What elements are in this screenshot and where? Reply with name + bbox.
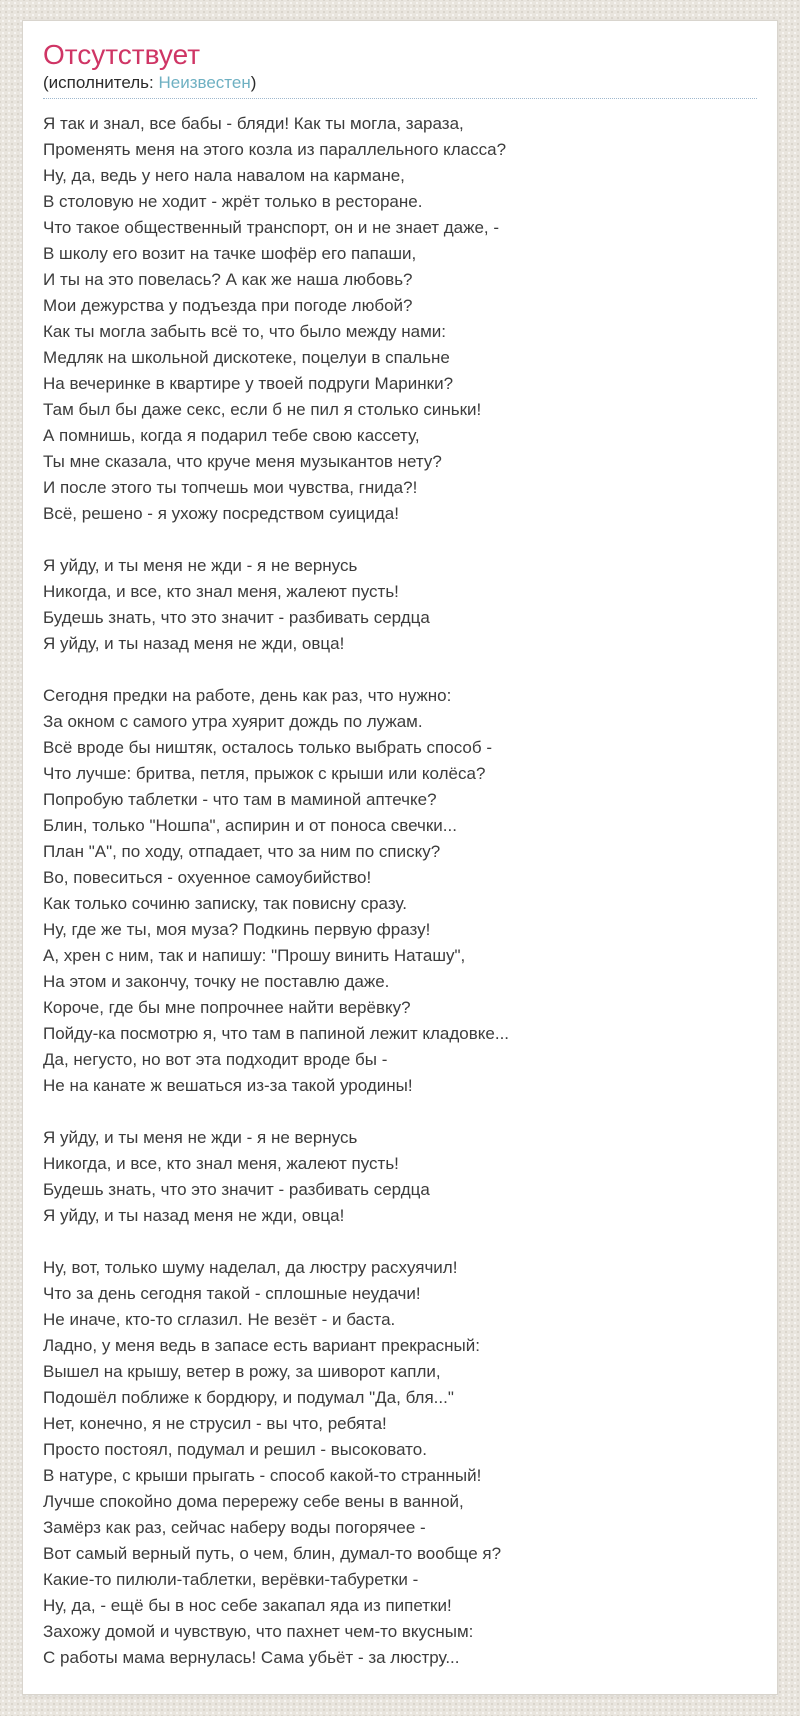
lyric-line: Я уйду, и ты меня не жди - я не вернусь: [43, 556, 358, 575]
lyric-line: Я уйду, и ты назад меня не жди, овца!: [43, 1206, 345, 1225]
lyric-line: Как только сочиню записку, так повисну сразу.: [43, 894, 407, 913]
lyric-line: А, хрен с ним, так и напишу: "Прошу винить Наташу",: [43, 946, 466, 965]
lyric-line: В натуре, с крыши прыгать - способ какой-то странный!: [43, 1466, 482, 1485]
lyric-line: Да, негусто, но вот эта подходит вроде бы -: [43, 1050, 388, 1069]
lyric-line: В школу его возит на тачке шофёр его папаши,: [43, 244, 417, 263]
artist-label-suffix: ): [250, 73, 257, 92]
lyric-line: Сегодня предки на работе, день как раз, что нужно:: [43, 686, 452, 705]
lyric-line: Во, повеситься - охуенное самоубийство!: [43, 868, 372, 887]
stanza: [43, 111, 757, 527]
lyric-line: Я уйду, и ты назад меня не жди, овца!: [43, 634, 345, 653]
lyric-line: Ну, да, - ещё бы в нос себе закапал яда из пипетки!: [43, 1596, 452, 1615]
lyric-line: Захожу домой и чувствую, что пахнет чем-то вкусным:: [43, 1622, 474, 1641]
lyric-line: Что лучше: бритва, петля, прыжок с крыши или колёса?: [43, 764, 486, 783]
lyrics-card: [22, 20, 778, 1695]
lyric-line: Как ты могла забыть всё то, что было между нами:: [43, 322, 446, 341]
lyric-line: Всё вроде бы ништяк, осталось только выбрать способ -: [43, 738, 492, 757]
lyric-line: И ты на это повелась? А как же наша любовь?: [43, 270, 413, 289]
lyric-line: Променять меня на этого козла из параллельного класса?: [43, 140, 507, 159]
stanza: [43, 1125, 757, 1229]
lyric-line: Ну, вот, только шуму наделал, да люстру расхуячил!: [43, 1258, 458, 1277]
lyric-line: Что такое общественный транспорт, он и не знает даже, -: [43, 218, 500, 237]
lyric-line: Медляк на школьной дискотеке, поцелуи в спальне: [43, 348, 450, 367]
lyric-line: Я уйду, и ты меня не жди - я не вернусь: [43, 1128, 358, 1147]
lyric-line: Какие-то пилюли-таблетки, верёвки-табуретки -: [43, 1570, 419, 1589]
stanza: [43, 553, 757, 657]
lyric-line: Ладно, у меня ведь в запасе есть вариант прекрасный:: [43, 1336, 480, 1355]
lyric-line: Там был бы даже секс, если б не пил я столько синьки!: [43, 400, 482, 419]
lyric-line: Я так и знал, все бабы - бляди! Как ты могла, зараза,: [43, 114, 464, 133]
lyric-line: Мои дежурства у подъезда при погоде любой?: [43, 296, 413, 315]
lyric-line: А помнишь, когда я подарил тебе свою кассету,: [43, 426, 420, 445]
lyric-line: Ты мне сказала, что круче меня музыкантов нету?: [43, 452, 442, 471]
lyric-line: Никогда, и все, кто знал меня, жалеют пусть!: [43, 582, 399, 601]
song-title: Отсутствует: [43, 39, 201, 70]
artist-label-prefix: (исполнитель:: [43, 73, 159, 92]
lyric-line: Ну, где же ты, моя муза? Подкинь первую фразу!: [43, 920, 431, 939]
lyric-line: Не на канате ж вешаться из-за такой уродины!: [43, 1076, 413, 1095]
lyric-line: Будешь знать, что это значит - разбивать сердца: [43, 608, 430, 627]
lyric-line: Короче, где бы мне попрочнее найти верёвку?: [43, 998, 411, 1017]
artist-link[interactable]: Неизвестен: [158, 73, 251, 92]
lyric-line: Блин, только "Ношпа", аспирин и от поноса свечки...: [43, 816, 457, 835]
lyric-line: Подошёл поближе к бордюру, и подумал "Да, бля...": [43, 1388, 454, 1407]
lyric-line: Ну, да, ведь у него нала навалом на кармане,: [43, 166, 405, 185]
lyric-line: Всё, решено - я ухожу посредством суицида!: [43, 504, 399, 523]
lyric-line: Вышел на крышу, ветер в рожу, за шиворот капли,: [43, 1362, 441, 1381]
lyric-line: Никогда, и все, кто знал меня, жалеют пусть!: [43, 1154, 399, 1173]
lyric-line: Не иначе, кто-то сглазил. Не везёт - и баста.: [43, 1310, 396, 1329]
lyric-line: В столовую не ходит - жрёт только в ресторане.: [43, 192, 423, 211]
lyric-line: Что за день сегодня такой - сплошные неудачи!: [43, 1284, 421, 1303]
stanza: [43, 1255, 757, 1671]
lyric-line: Просто постоял, подумал и решил - высоковато.: [43, 1440, 427, 1459]
lyric-line: Попробую таблетки - что там в маминой аптечке?: [43, 790, 437, 809]
lyric-line: Замёрз как раз, сейчас наберу воды погорячее -: [43, 1518, 426, 1537]
lyric-line: И после этого ты топчешь мои чувства, гнида?!: [43, 478, 418, 497]
lyrics: [43, 111, 757, 1671]
lyric-line: Нет, конечно, я не струсил - вы что, ребята!: [43, 1414, 387, 1433]
lyric-line: На вечеринке в квартире у твоей подруги Маринки?: [43, 374, 454, 393]
song-header: [43, 39, 757, 99]
artist-line: [43, 72, 757, 93]
lyric-line: План "А", по ходу, отпадает, что за ним по списку?: [43, 842, 441, 861]
lyric-line: Пойду-ка посмотрю я, что там в папиной лежит кладовке...: [43, 1024, 510, 1043]
lyric-line: С работы мама вернулась! Сама убьёт - за люстру...: [43, 1648, 460, 1667]
lyric-line: Лучше спокойно дома перережу себе вены в ванной,: [43, 1492, 464, 1511]
lyric-line: За окном с самого утра хуярит дождь по лужам.: [43, 712, 423, 731]
lyric-line: На этом и закончу, точку не поставлю даже.: [43, 972, 390, 991]
stanza: [43, 683, 757, 1099]
lyric-line: Будешь знать, что это значит - разбивать сердца: [43, 1180, 430, 1199]
lyric-line: Вот самый верный путь, о чем, блин, думал-то вообще я?: [43, 1544, 502, 1563]
